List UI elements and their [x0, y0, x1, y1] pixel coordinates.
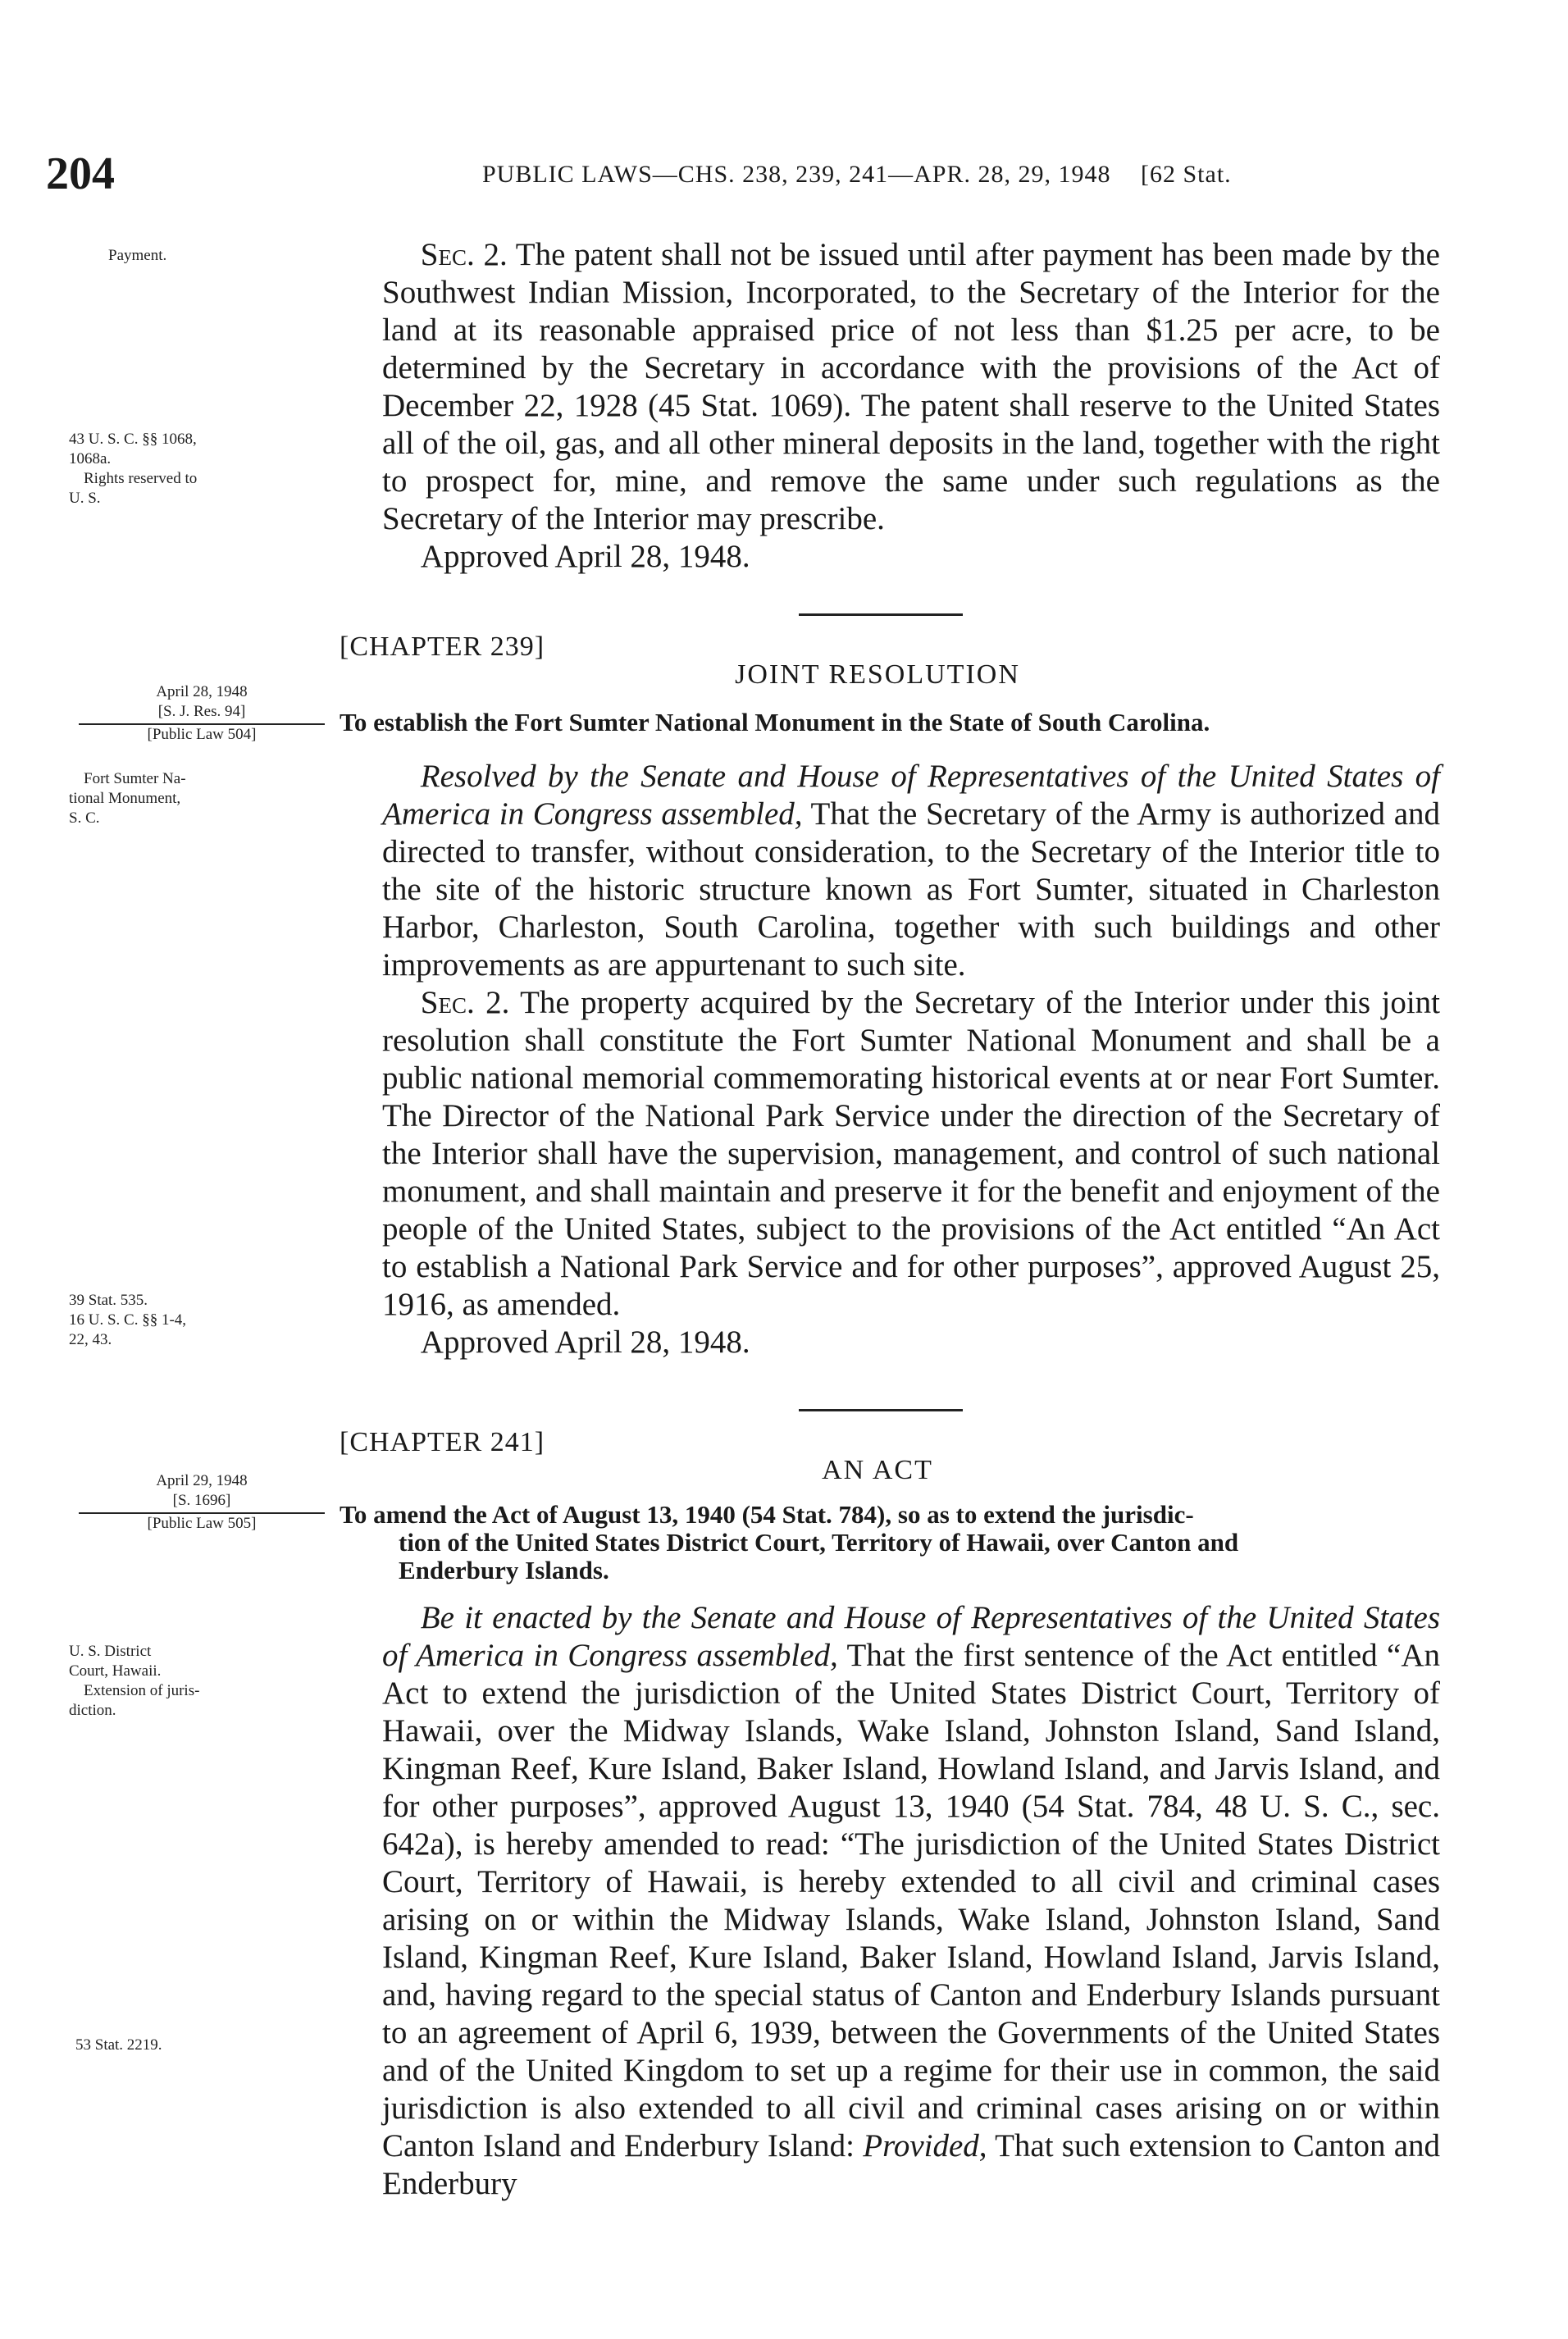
margin-note-payment: Payment. [108, 247, 167, 264]
ch241-body [382, 1599, 1440, 2203]
ch239-chapter-number: [CHAPTER 239] [340, 631, 545, 662]
page-number: 204 [46, 148, 115, 199]
ch241-title: To amend the Act of August 13, 1940 (54 Stat. 784), so as to extend the jurisdic- tion of the United States District Court, Territory of Hawaii, over Canton and Enderbury Islands. [340, 1500, 1239, 1584]
ch241-heading: AN ACT [822, 1455, 933, 1485]
ch238-approved: Approved April 28, 1948. [420, 539, 750, 574]
margin-note-usc-1068: 43 U. S. C. §§ 1068, 1068a. Rights reserved to U. S. [69, 431, 198, 507]
ch241-chapter-number: [CHAPTER 241] [340, 1427, 545, 1457]
ch241-provided: Provided, [863, 2128, 987, 2163]
ch238-sec-text: The patent shall not be issued until after payment has been made by the Southwest Indian Mission, Incorporated, to the Secretary of the Interior for the land at its reasonable appraised price of not less than $1.25 per acre, to be determined by the Secretary in accordance with the provisions of the Act of December 22, 1928 (45 Stat. 1069). The patent shall reserve to the United States all of the oil, gas, and all other mineral deposits in the land, together with the right to prospect for, mine, and remove the same under such regulations as the Secretary of the Interior may prescribe. [382, 237, 1440, 536]
margin-note-fort-sumter: Fort Sumter Na- tional Monument, S. C. [69, 770, 186, 827]
ch239-title: To establish the Fort Sumter National Monument in the State of South Carolina. [340, 708, 1210, 736]
ch238-section-2 [382, 236, 1440, 576]
margin-note-district-court: U. S. District Court, Hawaii. Extension of juris- diction. [69, 1643, 200, 1719]
ch239-approved: Approved April 28, 1948. [420, 1325, 750, 1360]
ch241-enacting-clause: Be it enacted by the Senate and House of Representatives of the United States of America in Congress assembled, [382, 1600, 1440, 1673]
margin-note-ch239-citation: April 28, 1948 [S. J. Res. 94] [Public Law 504] [79, 682, 325, 745]
ch239-para-1: That the Secretary of the Army is authorized and directed to transfer, without consideration, to the Secretary of the Interior title to the site of the historic structure known as Fort Sumter, situated in Charleston Harbor, Charleston, South Carolina, together with such buildings and other improvements as are appurtenant to such site. [382, 796, 1440, 983]
ch241-para-1: That the first sentence of the Act entitled “An Act to extend the jurisdiction of the United States District Court, Territory of Hawaii, over the Midway Islands, Wake Island, Johnston Island, Sand Island, Kingman Reef, Kure Island, Baker Island, Howland Island, and Jarvis Island, and for other purposes”, approved August 13, 1940 (54 Stat. 784, 48 U. S. C., sec. 642a), is hereby amended to read: “The jurisdiction of the United States District Court, Territory of Hawaii, is hereby extended to all civil and criminal cases arising on or within the Midway Islands, Wake Island, Johnston Island, Sand Island, Kingman Reef, Kure Island, Baker Island, Howland Island, Jarvis Island, and, having regard to the special status of Canton and Enderbury Islands pursuant to an agreement of April 6, 1939, between the Governments of the United States and of the United Kingdom to set up a regime for their use in common, the said jurisdiction is also extended to all civil and criminal cases arising on or within Canton Island and Enderbury Island: [382, 1638, 1441, 2163]
ch239-sec2-label: Sec. 2. [420, 985, 510, 1020]
ch238-sec-label: Sec. 2. [420, 237, 508, 272]
running-head-title: PUBLIC LAWS—CHS. 238, 239, 241—APR. 28, 29, 1948 [482, 161, 1111, 188]
margin-note-ch241-citation: April 29, 1948 [S. 1696] [Public Law 505] [79, 1471, 325, 1534]
margin-note-39-stat-535: 39 Stat. 535. 16 U. S. C. §§ 1-4, 22, 43. [69, 1292, 187, 1348]
ch239-enacting-clause: Resolved by the Senate and House of Representatives of the United States of America in Congress assembled, [382, 759, 1440, 832]
running-head [482, 161, 1232, 189]
volume-reference: [62 Stat. [1141, 161, 1232, 188]
section-divider [799, 613, 963, 616]
ch241-para-1-tail: That such extension to Canton and Enderbury [382, 2128, 1441, 2201]
ch239-heading: JOINT RESOLUTION [735, 659, 1020, 690]
margin-note-53-stat-2219: 53 Stat. 2219. [75, 2036, 162, 2054]
section-divider [799, 1409, 963, 1411]
ch239-sec2-text: The property acquired by the Secretary of the Interior under this joint resolution shall constitute the Fort Sumter National Monument and shall be a public national memorial commemorating historical events at or near Fort Sumter. The Director of the National Park Service under the direction of the Secretary of the Interior shall have the supervision, management, and control of such national monument, and shall maintain and preserve it for the benefit and enjoyment of the people of the United States, subject to the provisions of the Act entitled “An Act to establish a National Park Service and for other purposes”, approved August 25, 1916, as amended. [382, 985, 1440, 1322]
ch239-body [382, 758, 1440, 1361]
